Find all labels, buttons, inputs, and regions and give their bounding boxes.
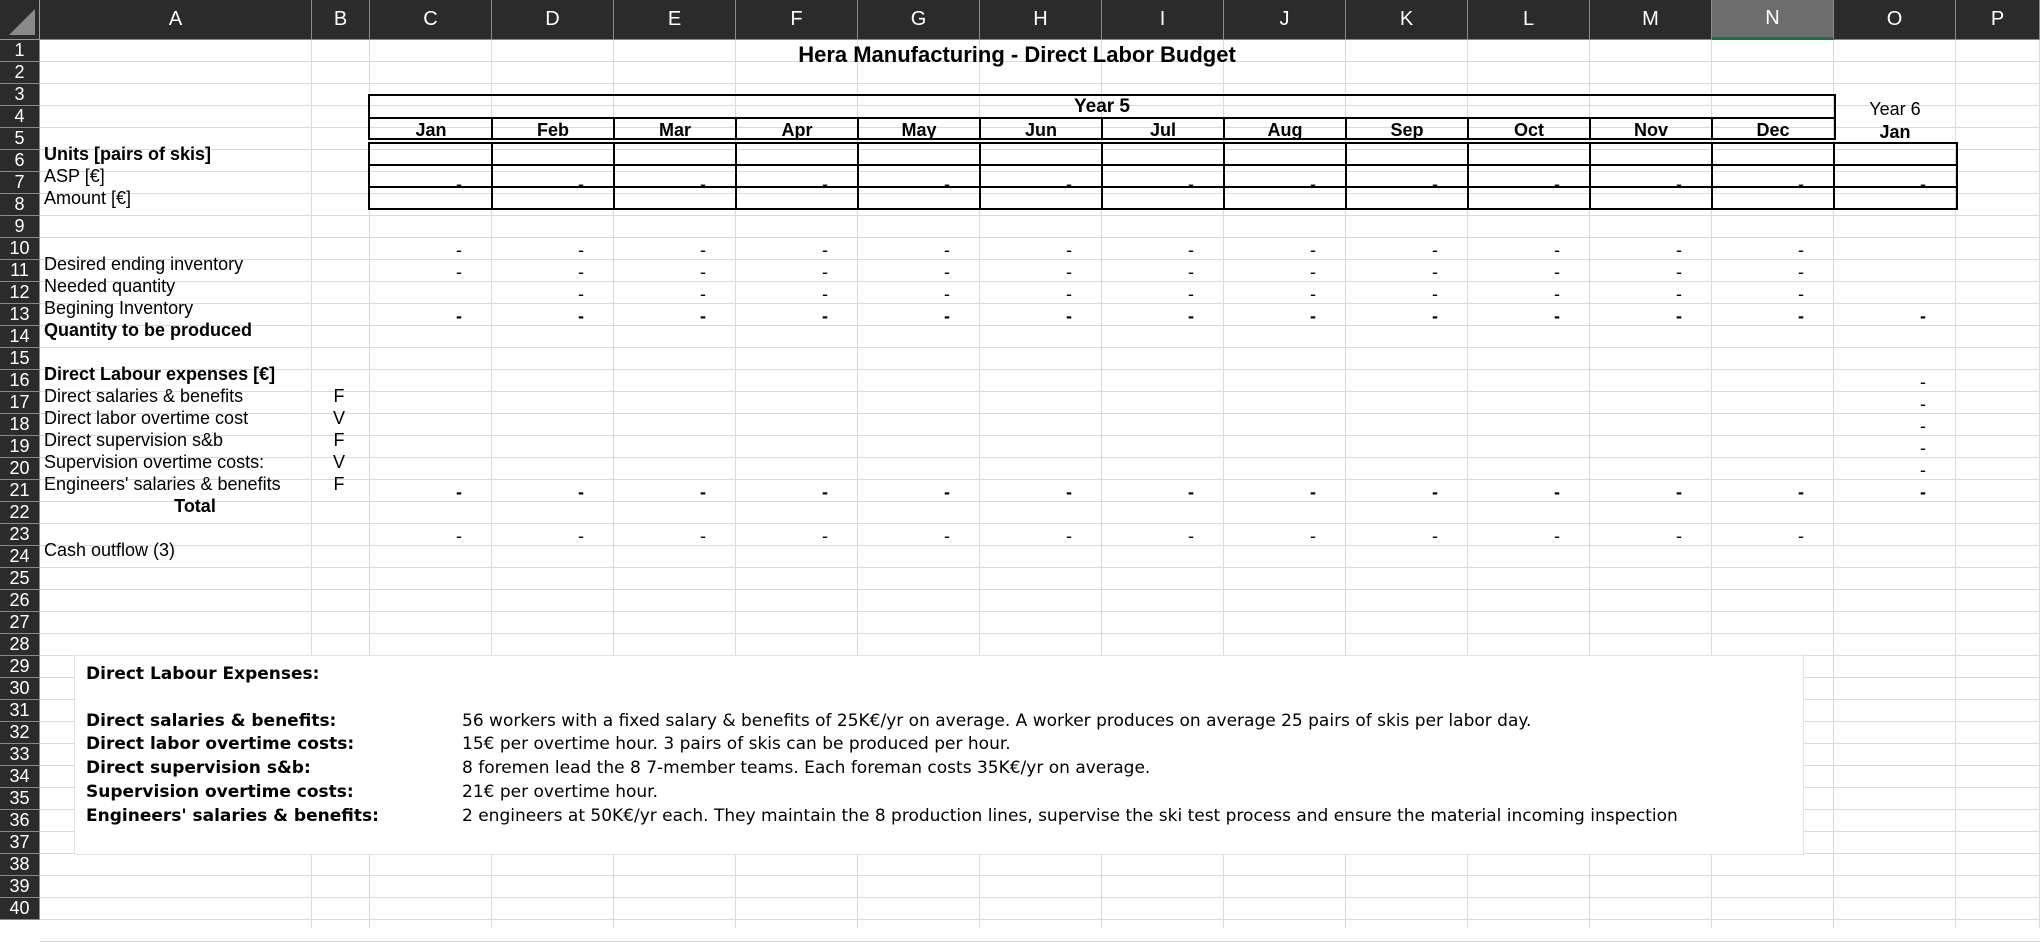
row-header-9[interactable]: 9 [0,216,40,238]
month-header-jul: Jul [1149,120,1176,140]
value-total-i: - [1188,482,1194,502]
gridline-h [40,919,2040,920]
sales-col-divider [735,142,737,210]
value-beginning-inventory-h: - [1066,284,1072,304]
value-desired-inventory-c: - [456,240,462,260]
value-quantity-produced-j: - [1310,306,1316,326]
row-header-36[interactable]: 36 [0,810,40,832]
value-needed-quantity-g: - [944,262,950,282]
month-divider [1589,117,1591,140]
value-beginning-inventory-f: - [822,284,828,304]
gridline-h [40,325,2040,326]
value-desired-inventory-j: - [1310,240,1316,260]
row-header-27[interactable]: 27 [0,612,40,634]
month-header-mar: Mar [658,120,691,140]
row-header-1[interactable]: 1 [0,40,40,62]
value-beginning-inventory-k: - [1432,284,1438,304]
value-cash-outflow-d: - [578,526,584,546]
month-header-may: May [901,120,937,140]
column-header-h[interactable]: H [980,0,1102,40]
value-cash-outflow-g: - [944,526,950,546]
value-amount-i: - [1188,174,1194,194]
value-beginning-inventory-n: - [1798,284,1804,304]
value-desired-inventory-k: - [1432,240,1438,260]
value-desired-inventory-i: - [1188,240,1194,260]
row-header-5[interactable]: 5 [0,128,40,150]
row-header-21[interactable]: 21 [0,480,40,502]
column-header-c[interactable]: C [370,0,492,40]
value-quantity-produced-i: - [1188,306,1194,326]
value-direct-overtime-o: - [1920,394,1926,414]
note-text-direct-supervision: 8 foremen lead the 8 7-member teams. Each foreman costs 35K€/yr on average. [462,758,1151,778]
value-needed-quantity-h: - [1066,262,1072,282]
label-desired-inventory: Desired ending inventory [44,254,244,274]
row-header-6[interactable]: 6 [0,150,40,172]
row-header-16[interactable]: 16 [0,370,40,392]
fv-supervision-overtime: V [332,452,345,472]
note-label-direct-salaries: Direct salaries & benefits: [86,711,337,731]
month-header-feb: Feb [536,120,569,140]
value-quantity-produced-e: - [700,306,706,326]
column-header-p[interactable]: P [1956,0,2040,40]
note-label-engineers: Engineers' salaries & benefits: [86,806,379,826]
value-needed-quantity-j: - [1310,262,1316,282]
value-desired-inventory-g: - [944,240,950,260]
gridline-h [40,545,2040,546]
row-header-19[interactable]: 19 [0,436,40,458]
value-needed-quantity-f: - [822,262,828,282]
value-needed-quantity-c: - [456,262,462,282]
value-direct-supervision-o: - [1920,416,1926,436]
row-header-31[interactable]: 31 [0,700,40,722]
value-amount-k: - [1432,174,1438,194]
sales-col-divider [1345,142,1347,210]
label-cash-outflow: Cash outflow (3) [44,540,176,560]
notes-textbox[interactable] [74,655,1804,855]
note-text-supervision-overtime: 21€ per overtime hour. [462,782,658,802]
label-total: Total [174,496,216,516]
sales-table-box [368,142,1958,210]
month-divider [1711,117,1713,140]
fv-engineers: F [333,474,345,494]
label-asp: ASP [€] [44,166,105,186]
value-needed-quantity-m: - [1676,262,1682,282]
label-dl-expenses: Direct Labour expenses [€] [44,364,276,384]
value-desired-inventory-n: - [1798,240,1804,260]
column-header-o[interactable]: O [1834,0,1956,40]
note-label-supervision-overtime: Supervision overtime costs: [86,782,354,802]
value-amount-f: - [822,174,828,194]
value-engineers-o: - [1920,460,1926,480]
month-header-nov: Nov [1633,120,1668,140]
gridline-h [40,303,2040,304]
select-all-corner[interactable] [0,0,40,40]
value-total-e: - [700,482,706,502]
value-total-k: - [1432,482,1438,502]
column-header-d[interactable]: D [492,0,614,40]
fv-direct-salaries: F [333,386,345,406]
value-needed-quantity-e: - [700,262,706,282]
value-amount-m: - [1676,174,1682,194]
year6-label: Year 6 [1869,99,1921,119]
column-header-i[interactable]: I [1102,0,1224,40]
select-all-triangle-icon [9,9,35,35]
row-header-11[interactable]: 11 [0,260,40,282]
row-header-24[interactable]: 24 [0,546,40,568]
fv-direct-overtime: V [332,408,345,428]
year5-label: Year 5 [1074,96,1130,117]
row-header-3[interactable]: 3 [0,84,40,106]
column-header-a[interactable]: A [40,0,312,40]
month-divider [491,117,493,140]
row-header-20[interactable]: 20 [0,458,40,480]
row-header-32[interactable]: 32 [0,722,40,744]
value-desired-inventory-f: - [822,240,828,260]
row-header-38[interactable]: 38 [0,854,40,876]
row-header-40[interactable]: 40 [0,898,40,920]
note-text-engineers: 2 engineers at 50K€/yr each. They maintain the 8 production lines, supervise the ski test process and ensure the material incoming inspection [462,806,1678,826]
value-needed-quantity-d: - [578,262,584,282]
value-desired-inventory-l: - [1554,240,1560,260]
value-total-l: - [1554,482,1560,502]
row-header-18[interactable]: 18 [0,414,40,436]
month-header-dec: Dec [1756,120,1790,140]
gridline-h [40,347,2040,348]
row-header-22[interactable]: 22 [0,502,40,524]
row-header-23[interactable]: 23 [0,524,40,546]
value-desired-inventory-h: - [1066,240,1072,260]
row-header-4[interactable]: 4 [0,106,40,128]
value-amount-g: - [944,174,950,194]
month-divider [1345,117,1347,140]
month-header-jan: Jan [415,120,447,140]
value-quantity-produced-f: - [822,306,828,326]
value-amount-e: - [700,174,706,194]
label-quantity-produced: Quantity to be produced [44,320,253,340]
value-quantity-produced-l: - [1554,306,1560,326]
month-divider [1101,117,1103,140]
year6-month: Jan [1879,122,1911,142]
column-header-k[interactable]: K [1346,0,1468,40]
column-header-b[interactable]: B [312,0,370,40]
value-total-m: - [1676,482,1682,502]
value-cash-outflow-l: - [1554,526,1560,546]
value-cash-outflow-k: - [1432,526,1438,546]
label-needed-quantity: Needed quantity [44,276,176,296]
gridline-h [40,633,2040,634]
row-header-12[interactable]: 12 [0,282,40,304]
note-label-direct-supervision: Direct supervision s&b: [86,758,311,778]
value-total-o: - [1920,482,1926,502]
value-desired-inventory-m: - [1676,240,1682,260]
sales-col-divider [1467,142,1469,210]
value-total-n: - [1798,482,1804,502]
row-header-14[interactable]: 14 [0,326,40,348]
sales-col-divider [491,142,493,210]
gridline-h [40,259,2040,260]
month-divider [857,117,859,140]
row-header-33[interactable]: 33 [0,744,40,766]
value-total-g: - [944,482,950,502]
label-supervision-overtime: Supervision overtime costs: [44,452,265,472]
value-beginning-inventory-i: - [1188,284,1194,304]
value-needed-quantity-k: - [1432,262,1438,282]
row-header-34[interactable]: 34 [0,766,40,788]
row-header-2[interactable]: 2 [0,62,40,84]
gridline-h [40,281,2040,282]
row-header-30[interactable]: 30 [0,678,40,700]
value-cash-outflow-m: - [1676,526,1682,546]
row-header-17[interactable]: 17 [0,392,40,414]
column-header-g[interactable]: G [858,0,980,40]
notes-heading: Direct Labour Expenses: [86,664,320,684]
value-quantity-produced-d: - [578,306,584,326]
label-direct-salaries: Direct salaries & benefits [44,386,244,406]
note-text-direct-salaries: 56 workers with a fixed salary & benefits of 25K€/yr on average. A worker produces on average 25 pairs of skis per labor day. [462,711,1532,731]
value-total-h: - [1066,482,1072,502]
value-amount-n: - [1798,174,1804,194]
value-amount-c: - [456,174,462,194]
value-cash-outflow-h: - [1066,526,1072,546]
value-beginning-inventory-l: - [1554,284,1560,304]
value-quantity-produced-o: - [1920,306,1926,326]
value-direct-salaries-o: - [1920,372,1926,392]
month-header-aug: Aug [1267,120,1303,140]
value-cash-outflow-n: - [1798,526,1804,546]
row-header-35[interactable]: 35 [0,788,40,810]
sales-col-divider [979,142,981,210]
note-label-direct-overtime: Direct labor overtime costs: [86,734,355,754]
sales-col-divider [857,142,859,210]
sales-table-row-divider-2 [368,186,1958,188]
row-header-26[interactable]: 26 [0,590,40,612]
value-quantity-produced-c: - [456,306,462,326]
sales-col-divider [1589,142,1591,210]
label-amount: Amount [€] [44,188,132,208]
value-amount-l: - [1554,174,1560,194]
gridline-h [40,611,2040,612]
row-header-10[interactable]: 10 [0,238,40,260]
gridline-h [40,567,2040,568]
gridline-h [40,83,2040,84]
month-header-apr: Apr [781,120,813,140]
value-beginning-inventory-d: - [578,284,584,304]
row-header-8[interactable]: 8 [0,194,40,216]
sales-col-divider [1223,142,1225,210]
value-desired-inventory-d: - [578,240,584,260]
value-amount-o: - [1920,174,1926,194]
column-header-e[interactable]: E [614,0,736,40]
month-divider [1223,117,1225,140]
gridline-h [40,369,2040,370]
sales-col-divider [1101,142,1103,210]
value-total-d: - [578,482,584,502]
value-quantity-produced-m: - [1676,306,1682,326]
label-engineers: Engineers' salaries & benefits [44,474,281,494]
month-divider [1467,117,1469,140]
value-amount-h: - [1066,174,1072,194]
gridline-h [40,897,2040,898]
value-cash-outflow-i: - [1188,526,1194,546]
gridline-h [40,215,2040,216]
value-cash-outflow-j: - [1310,526,1316,546]
label-units: Units [pairs of skis] [44,144,212,164]
sheet-title: Hera Manufacturing - Direct Labor Budget [798,42,1236,67]
fv-direct-supervision: F [333,430,345,450]
value-cash-outflow-c: - [456,526,462,546]
month-header-oct: Oct [1513,120,1544,140]
value-amount-d: - [578,174,584,194]
label-direct-overtime: Direct labor overtime cost [44,408,249,428]
gridline-h [40,875,2040,876]
column-header-f[interactable]: F [736,0,858,40]
row-header-25[interactable]: 25 [0,568,40,590]
month-divider [979,117,981,140]
row-header-39[interactable]: 39 [0,876,40,898]
value-desired-inventory-e: - [700,240,706,260]
month-header-sep: Sep [1390,120,1424,140]
sales-col-divider [613,142,615,210]
value-needed-quantity-n: - [1798,262,1804,282]
sales-col-divider [1711,142,1713,210]
row-header-7[interactable]: 7 [0,172,40,194]
column-header-n[interactable]: N [1712,0,1834,40]
row-header-28[interactable]: 28 [0,634,40,656]
value-needed-quantity-i: - [1188,262,1194,282]
gridline-h [40,589,2040,590]
value-needed-quantity-l: - [1554,262,1560,282]
column-header-m[interactable]: M [1590,0,1712,40]
column-header-l[interactable]: L [1468,0,1590,40]
month-divider [613,117,615,140]
value-quantity-produced-k: - [1432,306,1438,326]
value-beginning-inventory-j: - [1310,284,1316,304]
value-quantity-produced-n: - [1798,306,1804,326]
sales-col-divider [1833,142,1835,210]
sales-table-row-divider-1 [368,164,1958,166]
value-quantity-produced-g: - [944,306,950,326]
column-header-j[interactable]: J [1224,0,1346,40]
gridline-h [40,523,2040,524]
value-beginning-inventory-e: - [700,284,706,304]
value-cash-outflow-e: - [700,526,706,546]
row-header-15[interactable]: 15 [0,348,40,370]
row-header-37[interactable]: 37 [0,832,40,854]
label-beginning-inventory: Begining Inventory [44,298,194,318]
label-direct-supervision: Direct supervision s&b [44,430,224,450]
gridline-h [40,237,2040,238]
month-divider [735,117,737,140]
value-beginning-inventory-m: - [1676,284,1682,304]
value-cash-outflow-f: - [822,526,828,546]
value-total-f: - [822,482,828,502]
value-total-c: - [456,482,462,502]
value-quantity-produced-h: - [1066,306,1072,326]
row-header-13[interactable]: 13 [0,304,40,326]
value-beginning-inventory-g: - [944,284,950,304]
note-text-direct-overtime: 15€ per overtime hour. 3 pairs of skis can be produced per hour. [462,734,1011,754]
value-amount-j: - [1310,174,1316,194]
value-supervision-overtime-o: - [1920,438,1926,458]
month-header-jun: Jun [1024,120,1057,140]
value-total-j: - [1310,482,1316,502]
row-header-29[interactable]: 29 [0,656,40,678]
